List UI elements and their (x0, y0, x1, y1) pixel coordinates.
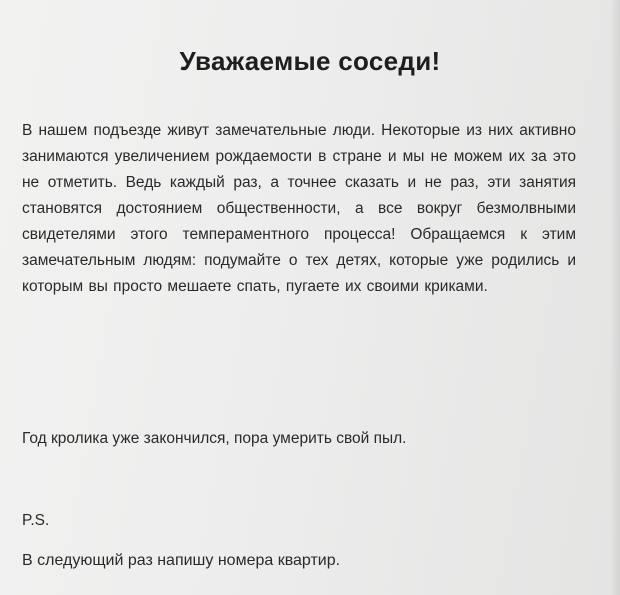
notice-year-line: Год кролика уже закончился, пора умерить свой пыл. (22, 430, 407, 447)
ps-label: P.S. (22, 512, 50, 529)
ps-text: В следующий раз напишу номера квартир. (22, 552, 341, 569)
paper-shadow (610, 0, 620, 595)
notice-body-paragraph: В нашем подъезде живут замечательные люди. Некоторые из них активно занимаются увеличением рождаемости в стране и мы не можем их за это не отметить. Ведь каждый раз, а точнее сказать и не раз, эти занятия становятся достоянием общественности, а все вокруг безмолвными свидетелями этого темпераментного процесса! Обращаемся к этим замечательным людям: подумайте о тех детях, которые уже родились и которым вы просто мешаете спать, пугаете их своими криками. (22, 122, 576, 295)
notice-title: Уважаемые соседи! (179, 46, 441, 76)
